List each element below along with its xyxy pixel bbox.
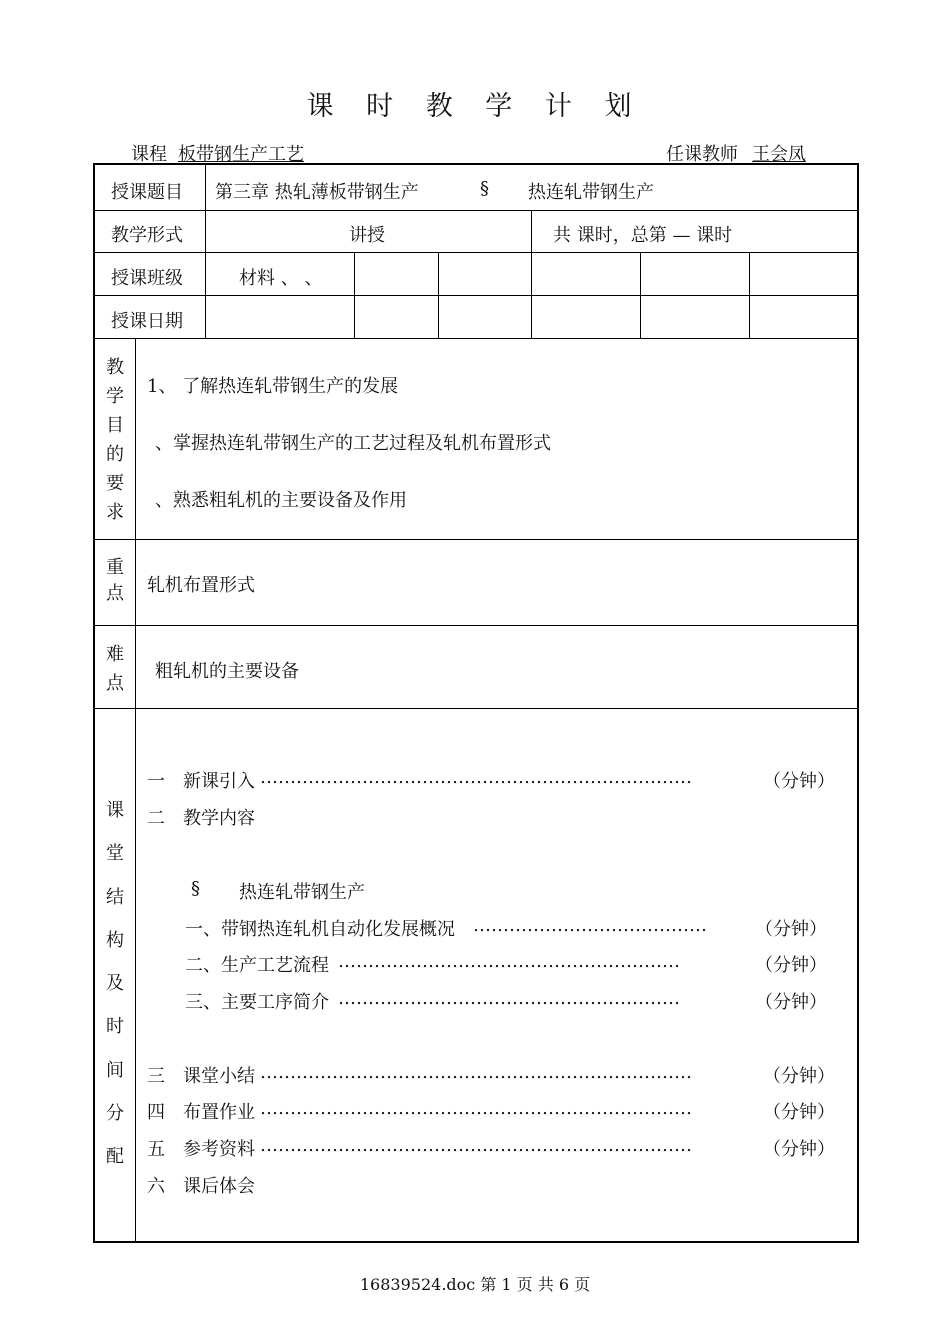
teacher-label: 任课教师 bbox=[666, 144, 738, 165]
lesson-plan-table bbox=[93, 163, 859, 1243]
structure-num: 四 bbox=[147, 1102, 165, 1123]
structure-item: 课后体会 bbox=[183, 1176, 255, 1197]
topic-section-sign: § bbox=[480, 178, 489, 199]
dot-leader: ………………………………………………… bbox=[338, 988, 680, 1009]
structure-item: 教学内容 bbox=[183, 808, 255, 829]
goals-label: 教 学 目 的 要 求 bbox=[106, 357, 124, 523]
key-point-label: 重 点 bbox=[106, 557, 124, 604]
section-title: 热连轧带钢生产 bbox=[239, 882, 365, 903]
key-point-text: 轧机布置形式 bbox=[147, 575, 255, 596]
col-divider bbox=[205, 165, 206, 338]
row-divider bbox=[95, 252, 857, 253]
dot-leader: ………………………………… bbox=[473, 915, 707, 936]
topic-label: 授课题目 bbox=[111, 182, 183, 203]
row-divider bbox=[95, 295, 857, 296]
row-divider bbox=[95, 708, 857, 709]
goal-item: 、熟悉粗轧机的主要设备及作用 bbox=[155, 490, 407, 511]
goal-item: 、掌握热连轧带钢生产的工艺过程及轧机布置形式 bbox=[155, 433, 551, 454]
time-allocation: （分钟） bbox=[763, 1139, 835, 1160]
time-allocation: （分钟） bbox=[755, 992, 827, 1013]
structure-item: 参考资料 bbox=[183, 1139, 255, 1160]
col-divider bbox=[531, 210, 532, 338]
structure-num: 六 bbox=[147, 1176, 165, 1197]
time-allocation: （分钟） bbox=[763, 1102, 835, 1123]
page-footer: 16839524.doc 第 1 页 共 6 页 bbox=[359, 1275, 591, 1294]
dot-leader: ……………………………………………………………… bbox=[260, 1098, 692, 1119]
structure-item: 课堂小结 bbox=[183, 1066, 255, 1087]
row-divider bbox=[95, 338, 857, 339]
section-sign: § bbox=[191, 878, 200, 899]
time-allocation: （分钟） bbox=[763, 771, 835, 792]
teacher-value: 王会凤 bbox=[752, 144, 806, 165]
col-divider bbox=[354, 252, 355, 338]
structure-item: 三、主要工序简介 bbox=[185, 992, 329, 1013]
topic-subvalue: 热连轧带钢生产 bbox=[528, 182, 654, 203]
topic-value: 第三章 热轧薄板带钢生产 bbox=[215, 182, 419, 203]
hours-text: 共 课时，总第 — 课时 bbox=[553, 225, 733, 246]
structure-num: 五 bbox=[147, 1139, 165, 1160]
dot-leader: ……………………………………………………………… bbox=[260, 1135, 692, 1156]
form-value: 讲授 bbox=[349, 225, 385, 246]
structure-num: 一 bbox=[147, 771, 165, 792]
difficulty-label: 难 点 bbox=[106, 644, 124, 694]
structure-item: 布置作业 bbox=[183, 1102, 255, 1123]
row-divider bbox=[95, 210, 857, 211]
col-divider bbox=[438, 252, 439, 338]
difficulty-text: 粗轧机的主要设备 bbox=[155, 661, 299, 682]
col-divider bbox=[640, 252, 641, 338]
row-divider bbox=[95, 625, 857, 626]
date-label: 授课日期 bbox=[111, 311, 183, 332]
class-value: 材料 、 、 bbox=[239, 268, 323, 289]
row-divider bbox=[95, 539, 857, 540]
course-label: 课程 bbox=[131, 144, 167, 165]
structure-item: 新课引入 bbox=[183, 771, 255, 792]
structure-item: 一、带钢热连轧机自动化发展概况 bbox=[185, 919, 455, 940]
dot-leader: ……………………………………………………………… bbox=[260, 767, 692, 788]
structure-item: 二、生产工艺流程 bbox=[185, 955, 329, 976]
col-divider bbox=[749, 252, 750, 338]
goal-item: 1、 了解热连轧带钢生产的发展 bbox=[147, 376, 399, 397]
structure-num: 二 bbox=[147, 808, 165, 829]
structure-label: 课 堂 结 构 及 时 间 分 配 bbox=[106, 800, 124, 1168]
time-allocation: （分钟） bbox=[755, 955, 827, 976]
structure-num: 三 bbox=[147, 1066, 165, 1087]
col-divider bbox=[135, 338, 136, 1243]
time-allocation: （分钟） bbox=[763, 1066, 835, 1087]
time-allocation: （分钟） bbox=[755, 919, 827, 940]
course-value: 板带钢生产工艺 bbox=[178, 144, 304, 165]
page-title: 课 时 教 学 计 划 bbox=[306, 91, 644, 122]
form-label: 教学形式 bbox=[111, 225, 183, 246]
dot-leader: ……………………………………………………………… bbox=[260, 1062, 692, 1083]
class-label: 授课班级 bbox=[111, 268, 183, 289]
dot-leader: ………………………………………………… bbox=[338, 951, 680, 972]
